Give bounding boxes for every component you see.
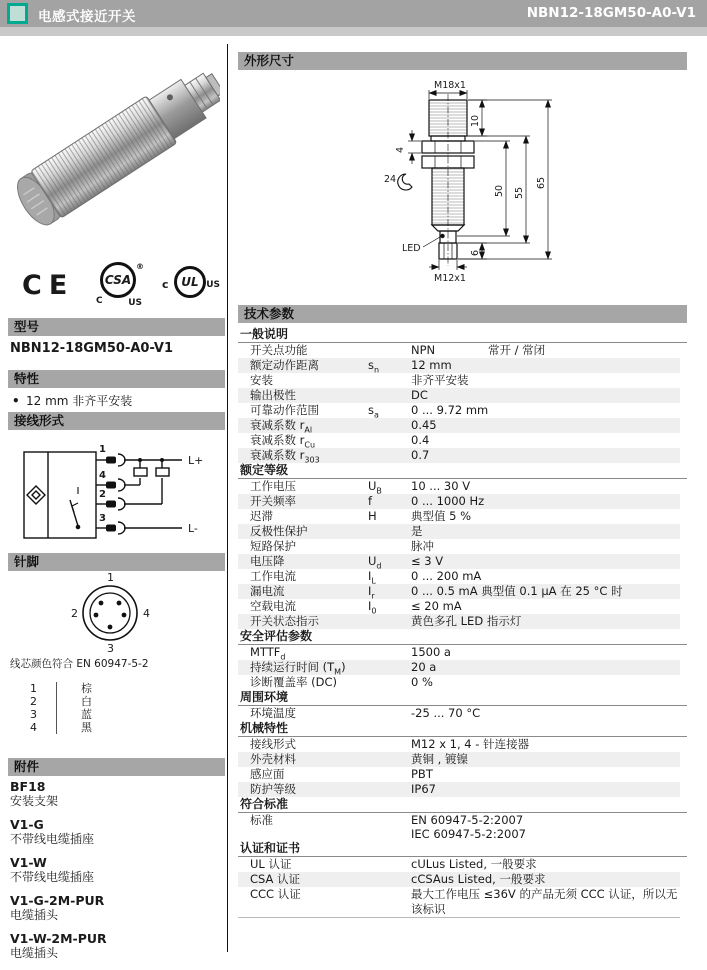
tech-row-symbol: $I_r$: [368, 584, 375, 601]
pin-number: 4: [99, 470, 106, 481]
accessory-item: [10, 894, 222, 923]
section-header-accessories: 附件: [8, 758, 225, 776]
tech-row-label: 衰减系数 $r_{Al}$: [250, 418, 313, 435]
header-sub-strip: [0, 27, 707, 36]
pinout-label-1: 1: [107, 572, 114, 584]
tech-row: [238, 752, 680, 767]
tech-row-value: [411, 448, 680, 463]
pinout-label-3: 3: [107, 642, 114, 654]
tech-row-symbol: [368, 782, 411, 797]
dim-24: 24: [384, 174, 397, 185]
approval-logos: [10, 258, 222, 312]
brand-square-icon: [7, 3, 28, 24]
tech-row-value-text: NPN: [411, 343, 436, 357]
tech-row: [238, 524, 680, 539]
tech-row-value: [411, 554, 680, 569]
tech-row-label: 开关点功能: [250, 343, 308, 357]
tech-row-label: CSA 认证: [250, 872, 301, 886]
tech-row-value-text: 0.4: [411, 433, 430, 447]
tech-row: [238, 782, 680, 797]
tech-row-label: 诊断覆盖率 (DC): [250, 675, 338, 689]
dim-50: 50: [494, 184, 505, 198]
accessory-name: V1-G: [10, 817, 44, 832]
section-header-pinout: 针脚: [8, 553, 225, 571]
tech-row-value: [411, 388, 680, 403]
tech-row-value-text: PBT: [411, 767, 433, 781]
dimension-drawing: [322, 78, 622, 300]
tech-row: [238, 373, 680, 388]
dim-65: 65: [536, 176, 547, 190]
tech-row: [238, 418, 680, 433]
tech-row: [238, 660, 680, 675]
model-value: NBN12-18GM50-A0-V1: [10, 341, 174, 356]
tech-row-value-text: 典型值 5 %: [411, 509, 472, 523]
wrench-icon: [398, 174, 412, 190]
wire-color-name: 黑: [56, 721, 92, 734]
tech-row-label: 开关状态指示: [250, 614, 319, 628]
tech-row: [238, 479, 680, 494]
tech-row-label: 标准: [250, 813, 273, 827]
tech-row-label: 衰减系数 $r_{303}$: [250, 448, 320, 465]
tech-row-value: [411, 706, 680, 721]
accessory-item: [10, 818, 222, 847]
accessory-item: [10, 856, 222, 885]
tech-row-label: 可靠动作范围: [250, 403, 319, 417]
tech-row-value-text: 脉冲: [411, 539, 434, 553]
tech-row-value-text: -25 ... 70 °C: [411, 706, 481, 720]
wire-pin-number: 4: [30, 721, 37, 734]
tech-row: [238, 358, 680, 373]
tech-row-value-text: M12 x 1, 4 - 针连接器: [411, 737, 530, 751]
pin-number: 3: [99, 513, 106, 524]
tech-row-label: CCC 认证: [250, 887, 301, 901]
product-photo: [10, 52, 220, 250]
tech-row-label: $MTTF_d$: [250, 645, 286, 662]
wire-pin-number: 2: [30, 695, 37, 708]
tech-row-value: [411, 418, 680, 433]
tech-row-value: [411, 645, 680, 660]
tech-row-value-extra: 常开 / 常闭: [488, 343, 546, 357]
accessory-desc: 安装支架: [10, 794, 59, 808]
dim-4: 4: [395, 146, 406, 154]
accessory-desc: 电缆插头: [10, 946, 59, 960]
tech-row-symbol: [368, 660, 411, 675]
tech-row: [238, 584, 680, 599]
ce-logo-icon: CE: [22, 270, 75, 301]
tech-table: [238, 327, 687, 918]
tech-row: [238, 767, 680, 782]
tech-row-value-text: 0 %: [411, 675, 433, 689]
tech-row-value-text: 黄铜 , 镀镍: [411, 752, 468, 766]
tech-row-value-text: 0 ... 1000 Hz: [411, 494, 485, 508]
ul-logo-icon: UL c US: [162, 266, 220, 306]
tech-row-value-text: 1500 a: [411, 645, 451, 659]
tech-row: [238, 737, 680, 752]
pin-number: 2: [99, 489, 106, 500]
tech-row-label: 漏电流: [250, 584, 285, 598]
tech-row-symbol: $U_d$: [368, 554, 382, 571]
pin-number: 1: [99, 444, 106, 455]
tech-row-value: [411, 675, 680, 690]
part-number-title: NBN12-18GM50-A0-V1: [526, 5, 696, 21]
accessory-name: V1-G-2M-PUR: [10, 893, 105, 908]
wire-color-note: 线芯颜色符合 EN 60947-5-2: [10, 658, 149, 670]
tech-row-value-text: 0.45: [411, 418, 437, 432]
tech-row: [238, 388, 680, 403]
tech-row-value: [411, 343, 680, 358]
tech-row-symbol: [368, 539, 411, 554]
pinout-label-4: 4: [143, 607, 150, 620]
tech-row: [238, 599, 680, 614]
tech-row-value: [411, 737, 680, 752]
accessory-desc: 不带线电缆插座: [10, 832, 95, 846]
pinout-label-2: 2: [71, 607, 78, 620]
dim-10: 10: [470, 114, 481, 128]
tech-row: [238, 554, 680, 569]
tech-row-value: [411, 433, 680, 448]
wire-color-row: [30, 708, 180, 721]
tech-row-symbol: [368, 645, 411, 660]
tech-row-label: 开关频率: [250, 494, 296, 508]
bullet-icon: •: [12, 394, 20, 408]
tech-row-value: [411, 403, 680, 418]
wire-color-row: [30, 682, 180, 695]
tech-row-value: [411, 872, 680, 887]
tech-row-value: [411, 524, 680, 539]
tech-row-value-text: 最大工作电压 ≤36V 的产品无须 CCC 认证，所以无该标识: [411, 887, 678, 916]
tech-row: [238, 645, 680, 660]
tech-row-value-text: 是: [411, 524, 423, 538]
tech-row-label: 额定动作距离: [250, 358, 319, 372]
tech-row-symbol: [368, 706, 411, 721]
tech-row: [238, 433, 680, 448]
tech-row-symbol: [368, 737, 411, 752]
tech-row-label: 外壳材料: [250, 752, 296, 766]
tech-row-symbol: [368, 887, 411, 917]
tech-row-value-text: ≤ 20 mA: [411, 599, 462, 613]
tech-row-value: [411, 767, 680, 782]
tech-subsection-header: 认证和证书: [238, 841, 687, 857]
tech-row-label: 衰减系数 $r_{Cu}$: [250, 433, 316, 450]
tech-row: [238, 614, 680, 629]
tech-row-label: UL 认证: [250, 857, 292, 871]
tech-row-label: 输出极性: [250, 388, 296, 402]
wire-color-table: [30, 682, 180, 734]
tech-row-symbol: [368, 675, 411, 690]
tech-row-value-line: IEC 60947-5-2:2007: [411, 827, 526, 841]
accessories-list: [10, 780, 222, 970]
wire-color-row: [30, 695, 180, 708]
supply-minus-label: L-: [188, 522, 198, 535]
pinout-diagram: [30, 572, 190, 654]
tech-row-label: 接线形式: [250, 737, 296, 751]
accessory-desc: 不带线电缆插座: [10, 870, 95, 884]
tech-row-symbol: [368, 614, 411, 629]
tech-row-symbol: [368, 448, 411, 463]
accessory-desc: 电缆插头: [10, 908, 59, 922]
tech-row-value-text: 12 mm: [411, 358, 452, 372]
tech-row-label: 工作电流: [250, 569, 296, 583]
column-divider: [227, 44, 228, 952]
tech-row-value: [411, 660, 680, 675]
tech-row-label: 感应面: [250, 767, 285, 781]
tech-row-value: [411, 813, 680, 841]
dim-led: LED: [402, 243, 421, 254]
tech-row-symbol: $I_0$: [368, 599, 377, 616]
tech-row-symbol: [368, 388, 411, 403]
tech-row: [238, 509, 680, 524]
tech-row-value-text: 10 ... 30 V: [411, 479, 471, 493]
tech-row-value-text: IP67: [411, 782, 436, 796]
tech-row-label: 安装: [250, 373, 273, 387]
wire-pin-number: 1: [30, 682, 37, 695]
tech-row-label: 环境温度: [250, 706, 296, 720]
tech-row-value: [411, 857, 680, 872]
table-end-line: [238, 917, 680, 918]
wire-pin-number: 3: [30, 708, 37, 721]
tech-row: [238, 494, 680, 509]
tech-row: [238, 872, 680, 887]
dim-thread-bottom: M12x1: [434, 273, 466, 284]
tech-row-value: [411, 599, 680, 614]
tech-row: [238, 569, 680, 584]
tech-row-value: [411, 494, 680, 509]
tech-row-symbol: [368, 373, 411, 388]
tech-row-label: 短路保护: [250, 539, 296, 553]
wire-color-name: 棕: [56, 682, 92, 695]
feature-item: • 12 mm 非齐平安装: [12, 394, 133, 408]
tech-row-value-text: 0.7: [411, 448, 430, 462]
tech-row-value: [411, 373, 680, 388]
tech-row-symbol: [368, 767, 411, 782]
tech-row-value: [411, 782, 680, 797]
tech-row: [238, 448, 680, 463]
tech-row-value-text: cULus Listed, 一般要求: [411, 857, 537, 871]
section-header-connection: 接线形式: [8, 412, 225, 430]
tech-row-value-text: 20 a: [411, 660, 437, 674]
tech-row-value-line: EN 60947-5-2:2007: [411, 813, 524, 827]
csa-logo-icon: CSA ® C US: [96, 262, 144, 308]
tech-subsection-header: 安全评估参数: [238, 629, 687, 645]
wire-color-name: 白: [56, 695, 92, 708]
tech-row-symbol: $s_a$: [368, 403, 379, 420]
tech-row-label: 空载电流: [250, 599, 296, 613]
tech-row-value-text: cCSAus Listed, 一般要求: [411, 872, 546, 886]
tech-row: [238, 857, 680, 872]
tech-subsection-header: 一般说明: [238, 327, 687, 343]
tech-row-value: [411, 569, 680, 584]
tech-row-symbol: $s_n$: [368, 358, 380, 375]
tech-row-value-text: DC: [411, 388, 428, 402]
tech-row-value: [411, 479, 680, 494]
tech-row-label: 持续运行时间 $(T_M)$: [250, 660, 346, 677]
supply-plus-label: L+: [188, 454, 204, 467]
dim-55: 55: [514, 186, 525, 200]
tech-row-label: 反极性保护: [250, 524, 308, 538]
tech-row-symbol: f: [368, 494, 373, 508]
tech-row-value: [411, 584, 680, 599]
tech-row-value-text: 非齐平安装: [411, 373, 469, 387]
wire-color-name: 蓝: [56, 708, 92, 721]
wire-color-row: [30, 721, 180, 734]
tech-row: [238, 539, 680, 554]
tech-subsection-header: 周围环境: [238, 690, 687, 706]
accessory-item: [10, 780, 222, 809]
tech-row-value: [411, 752, 680, 767]
tech-subsection-header: 机械特性: [238, 721, 687, 737]
wiring-diagram: [14, 438, 219, 550]
tech-row: [238, 343, 680, 358]
tech-row-value-text: 0 ... 9.72 mm: [411, 403, 489, 417]
tech-subsection-header: 符合标准: [238, 797, 687, 813]
section-header-features: 特性: [8, 370, 225, 388]
tech-row-symbol: [368, 418, 411, 433]
section-header-dimensions: 外形尺寸: [238, 52, 687, 70]
tech-row-value-text: 黄色多孔 LED 指示灯: [411, 614, 522, 628]
tech-row-label: 迟滞: [250, 509, 273, 523]
tech-row-symbol: [368, 433, 411, 448]
tech-row-symbol: [368, 813, 411, 841]
product-family-title: 电感式接近开关: [38, 9, 136, 25]
tech-row-label: 工作电压: [250, 479, 296, 493]
accessory-name: BF18: [10, 779, 46, 794]
tech-row-label: 防护等级: [250, 782, 296, 796]
tech-row-value: [411, 539, 680, 554]
tech-row-value: [411, 614, 680, 629]
tech-row-value: [411, 509, 680, 524]
tech-row-label: 电压降: [250, 554, 285, 568]
tech-row: [238, 675, 680, 690]
tech-subsection-header: 额定等级: [238, 463, 687, 479]
accessory-name: V1-W: [10, 855, 47, 870]
tech-row-symbol: $I_L$: [368, 569, 376, 586]
tech-row: [238, 887, 680, 917]
tech-row-symbol: [368, 857, 411, 872]
tech-row-symbol: [368, 524, 411, 539]
tech-row-symbol: H: [368, 509, 377, 523]
tech-row-symbol: [368, 872, 411, 887]
tech-row-value: [411, 358, 680, 373]
dim-thread-top: M18x1: [434, 80, 466, 91]
section-header-model: 型号: [8, 318, 225, 336]
tech-row: [238, 403, 680, 418]
tech-row-symbol: [368, 343, 411, 358]
tech-row-symbol: $U_B$: [368, 479, 382, 496]
accessory-name: V1-W-2M-PUR: [10, 931, 107, 946]
tech-row-value-text: 0 ... 200 mA: [411, 569, 482, 583]
tech-row-symbol: [368, 752, 411, 767]
tech-row-value: [411, 887, 680, 917]
tech-row: [238, 813, 680, 841]
dim-6: 6: [470, 249, 481, 257]
tech-row: [238, 706, 680, 721]
tech-row-value-text: ≤ 3 V: [411, 554, 444, 568]
section-header-techdata: 技术参数: [238, 305, 687, 323]
tech-row-value-text: 0 ... 0.5 mA 典型值 0.1 µA 在 25 °C 时: [411, 584, 623, 598]
